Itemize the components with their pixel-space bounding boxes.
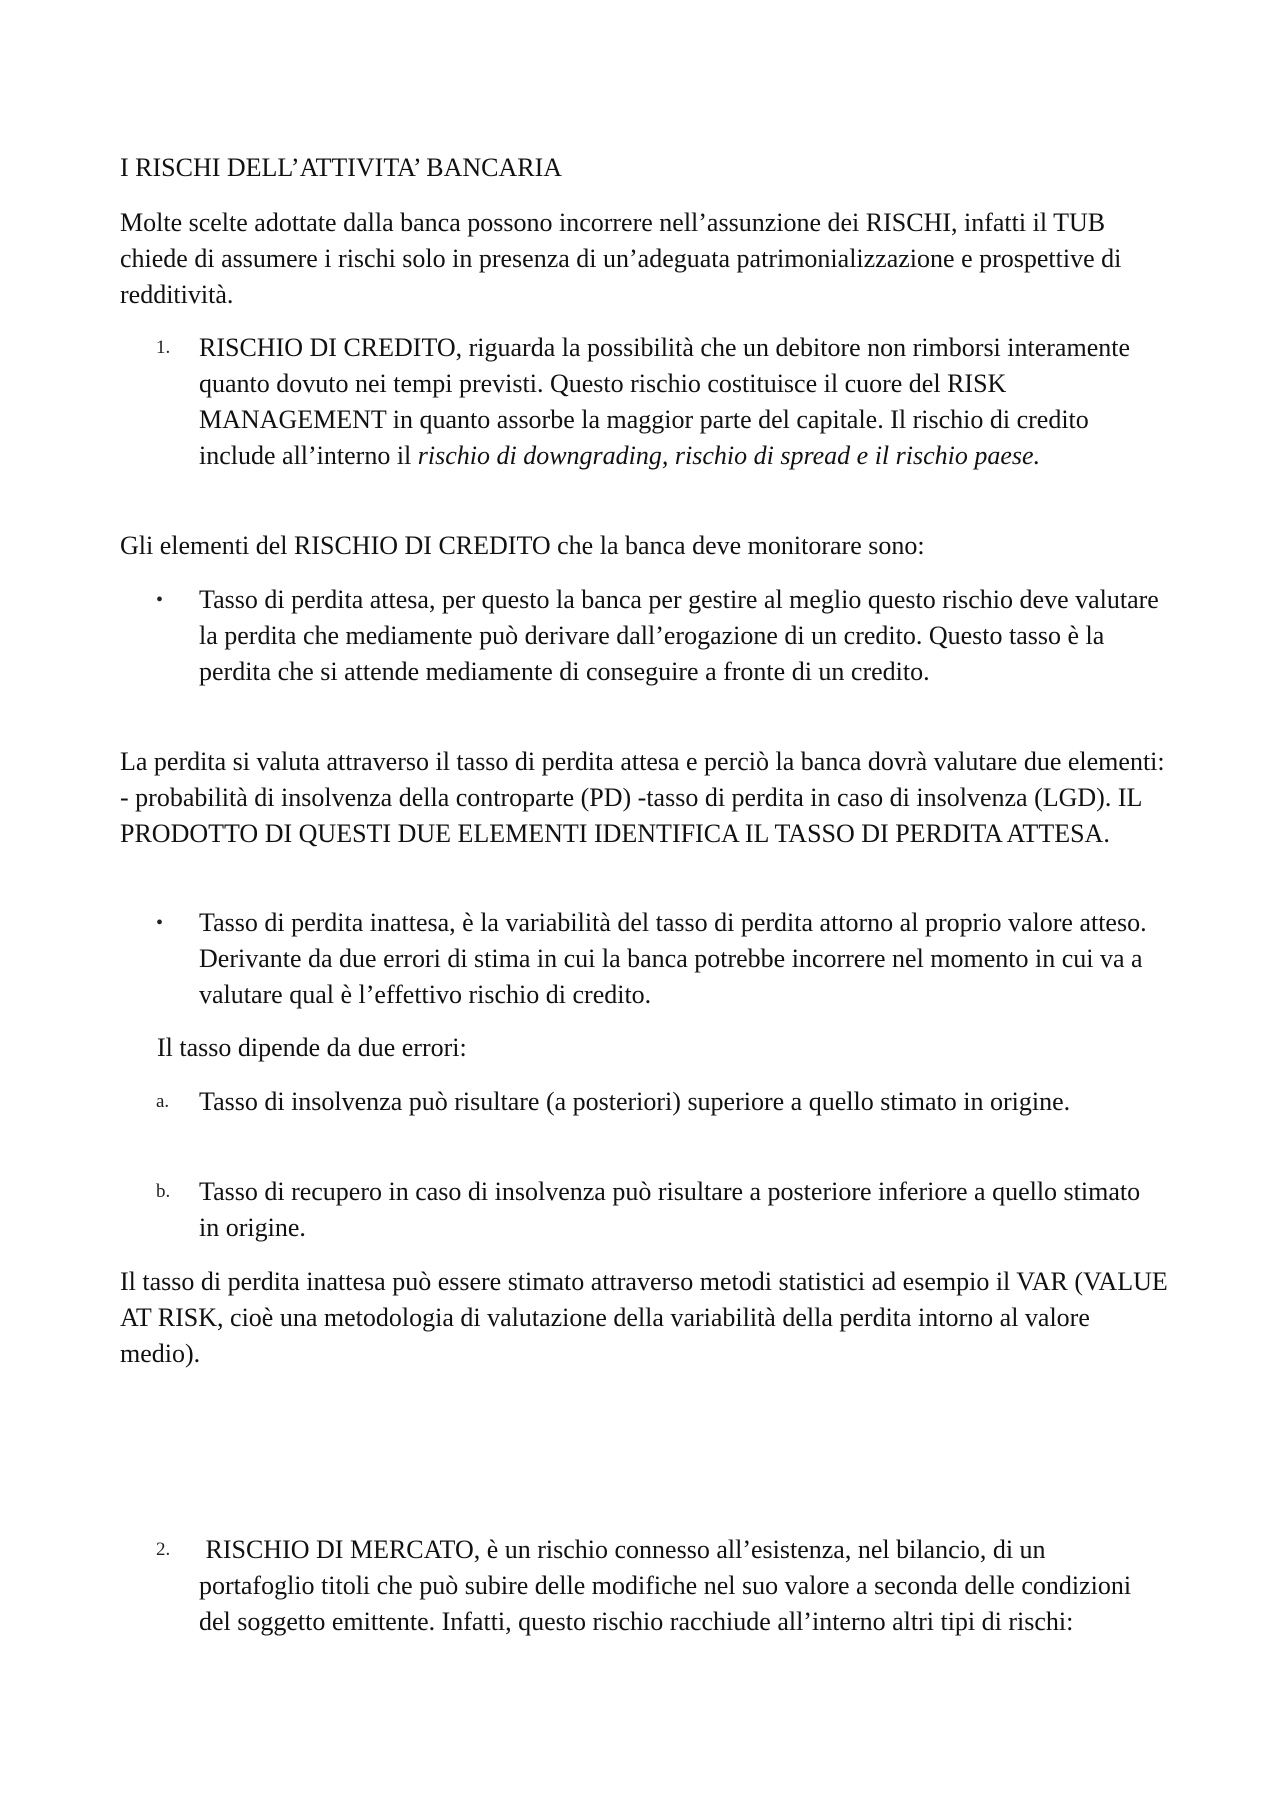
expected-loss-paragraph: La perdita si valuta attraverso il tasso di perdita attesa e perciò la banca dovrà valutare due elementi: - probabilità di insolvenza della controparte (PD) -tasso di perdita in caso di insolvenza (LGD). IL PRODOTTO DI QUESTI DUE ELEMENTI IDENTIFICA IL TASSO DI PERDITA ATTESA. [120,747,1165,848]
market-risk-text: RISCHIO DI MERCATO, è un rischio connesso all’esistenza, nel bilancio, di un portafoglio titoli che può subire delle modifiche nel suo valore a seconda delle condizioni del soggetto emittente. Infatti, questo rischio racchiude all’interno altri tipi di rischi: [199,1535,1138,1636]
errors-intro-paragraph: Il tasso dipende da due errori: [157,1033,467,1062]
bullet-marker: • [156,912,164,934]
document-title: I RISCHI DELL’ATTIVITA’ BANCARIA [120,153,563,182]
bullet-marker: • [156,589,164,611]
intro-paragraph: Molte scelte adottate dalla banca possono incorrere nell’assunzione dei RISCHI, infatti il TUB chiede di assumere i rischi solo in presenza di un’adeguata patrimonializzazione e prospettive di redditività. [120,208,1122,309]
list-marker: 2. [156,1539,171,1560]
sub-marker-b: b. [156,1181,171,1202]
credit-risk-body: RISCHIO DI CREDITO, riguarda la possibilità che un debitore non rimborsi interamente quanto dovuto nei tempi previsti. Questo rischio costituisce il cuore del RISK MANAGEMENT in quanto assorbe la maggior parte del capitale. Il rischio di credito include all’interno il [199,333,1130,470]
unexpected-loss-text: Tasso di perdita inattesa, è la variabilità del tasso di perdita attorno al proprio valore atteso. Derivante da due errori di stima in cui la banca potrebbe incorrere nel momento in cui va a valutare qual è l’effettivo rischio di credito. [199,908,1147,1009]
list-marker: 1. [156,337,171,358]
elements-intro-paragraph: Gli elementi del RISCHIO DI CREDITO che la banca deve monitorare sono: [120,531,925,560]
sub-item-b-text: Tasso di recupero in caso di insolvenza può risultare a posteriore inferiore a quello stimato in origine. [199,1177,1141,1242]
credit-risk-text [199,330,1159,474]
var-paragraph: Il tasso di perdita inattesa può essere stimato attraverso metodi statistici ad esempio il VAR (VALUE AT RISK, cioè una metodologia di valutazione della variabilità della perdita intorno al valore medio). [120,1267,1168,1368]
sub-marker-a: a. [156,1091,170,1112]
expected-loss-text: Tasso di perdita attesa, per questo la banca per gestire al meglio questo rischio deve valutare la perdita che mediamente può derivare dall’erogazione di un credito. Questo tasso è la perdita che si attende mediamente di conseguire a fronte di un credito. [199,585,1159,686]
credit-risk-italic: rischio di downgrading, rischio di spread e il rischio paese. [417,441,1041,470]
sub-item-a-text: Tasso di insolvenza può risultare (a posteriori) superiore a quello stimato in origine. [199,1087,1071,1116]
